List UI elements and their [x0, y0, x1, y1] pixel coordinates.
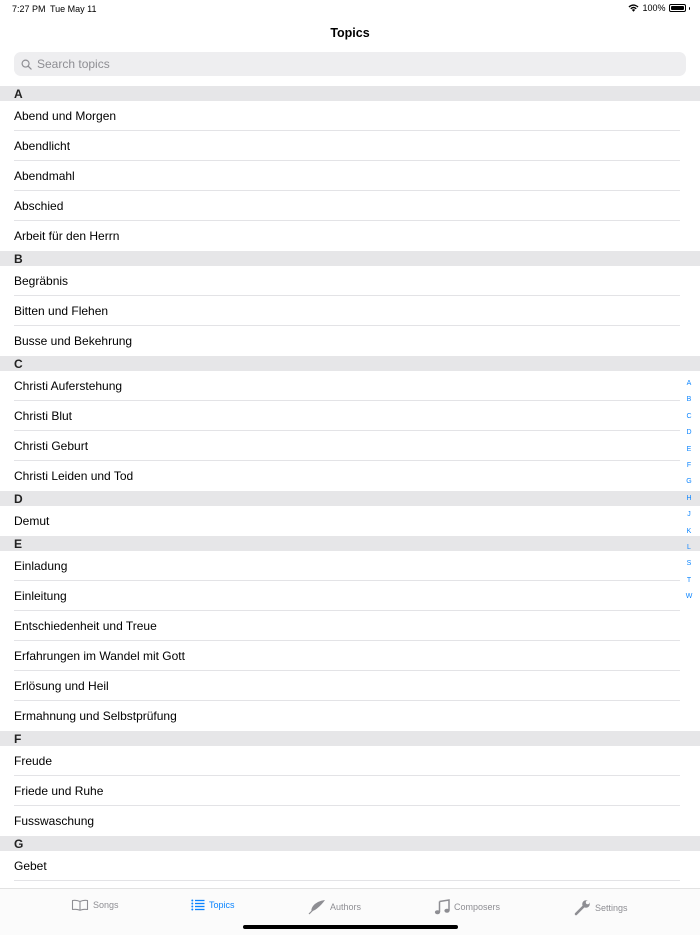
- tab-label: Composers: [454, 902, 501, 912]
- tab-composers[interactable]: [434, 899, 500, 915]
- list-item[interactable]: Abschied: [0, 191, 700, 221]
- wrench-icon: [574, 899, 591, 916]
- index-letter[interactable]: J: [687, 511, 691, 519]
- list-item[interactable]: Freude: [0, 746, 700, 776]
- list-item[interactable]: Gebet: [0, 851, 700, 881]
- quill-icon: [308, 899, 326, 915]
- list-icon: [191, 899, 205, 911]
- list-item[interactable]: Begräbnis: [0, 266, 700, 296]
- list-item[interactable]: Christi Leiden und Tod: [14, 469, 134, 483]
- search-placeholder: Search topics: [37, 57, 110, 71]
- tab-label: Authors: [330, 902, 362, 912]
- list-item[interactable]: Busse und Bekehrung: [14, 334, 133, 348]
- battery-percent: 100%: [642, 3, 666, 13]
- section-header-d: D: [0, 491, 700, 506]
- list-item[interactable]: Fusswaschung: [14, 814, 95, 828]
- status-bar: [0, 0, 700, 18]
- tab-label: Settings: [595, 902, 628, 913]
- section-header-f: F: [0, 731, 700, 746]
- index-letter[interactable]: D: [686, 429, 692, 437]
- section-header-c: C: [0, 356, 700, 371]
- list-item[interactable]: Abend und Morgen: [0, 101, 700, 131]
- index-letter[interactable]: H: [686, 494, 692, 502]
- list-item[interactable]: Bitten und Flehen: [0, 296, 700, 326]
- list-item[interactable]: Ermahnung und Selbstprüfung: [14, 709, 177, 723]
- index-letter[interactable]: E: [686, 445, 692, 453]
- status-time: 7:27 PM: [12, 4, 46, 14]
- list-item[interactable]: Arbeit für den Herrn: [14, 229, 120, 243]
- tab-authors[interactable]: [308, 899, 361, 915]
- list-item[interactable]: Friede und Ruhe: [0, 776, 700, 806]
- index-letter[interactable]: T: [686, 576, 692, 584]
- section-header-a: A: [0, 86, 700, 101]
- list-item[interactable]: Erlösung und Heil: [0, 671, 700, 701]
- tab-label: Songs: [93, 900, 119, 910]
- battery-cap: [689, 7, 691, 10]
- tab-topics[interactable]: [191, 899, 235, 911]
- list-item[interactable]: Demut: [14, 514, 50, 528]
- home-indicator[interactable]: [243, 925, 458, 929]
- topics-list: [0, 86, 700, 881]
- wifi-icon: [628, 4, 639, 12]
- section-header-b: B: [0, 251, 700, 266]
- section-header-e: E: [0, 536, 700, 551]
- section-index[interactable]: [683, 376, 695, 605]
- page-title: Topics: [330, 26, 370, 40]
- music-note-icon: [434, 899, 450, 915]
- status-right: [628, 3, 690, 13]
- list-item[interactable]: Christi Blut: [0, 401, 700, 431]
- search-icon: [21, 59, 32, 70]
- search-input[interactable]: [14, 52, 686, 76]
- book-icon: [71, 899, 89, 911]
- tab-songs[interactable]: [71, 899, 119, 911]
- list-item[interactable]: Einladung: [0, 551, 700, 581]
- index-letter[interactable]: B: [686, 396, 692, 404]
- index-letter[interactable]: S: [686, 560, 692, 568]
- index-letter[interactable]: C: [686, 412, 692, 420]
- list-item[interactable]: Christi Auferstehung: [0, 371, 700, 401]
- tab-label: Topics: [209, 900, 235, 910]
- list-item[interactable]: Abendlicht: [0, 131, 700, 161]
- index-letter[interactable]: K: [686, 527, 692, 535]
- list-item[interactable]: Abendmahl: [0, 161, 700, 191]
- list-item[interactable]: Christi Geburt: [0, 431, 700, 461]
- status-date: Tue May 11: [50, 4, 97, 14]
- list-item[interactable]: Erfahrungen im Wandel mit Gott: [0, 641, 700, 671]
- battery-icon: [669, 4, 686, 12]
- index-letter[interactable]: L: [687, 543, 691, 551]
- index-letter[interactable]: A: [686, 380, 692, 387]
- list-item[interactable]: Einleitung: [0, 581, 700, 611]
- list-item[interactable]: Entschiedenheit und Treue: [0, 611, 700, 641]
- index-letter[interactable]: G: [686, 478, 692, 486]
- tab-settings[interactable]: [574, 899, 628, 916]
- index-letter[interactable]: F: [686, 461, 692, 469]
- section-header-g: G: [0, 836, 700, 851]
- index-letter[interactable]: W: [685, 593, 693, 601]
